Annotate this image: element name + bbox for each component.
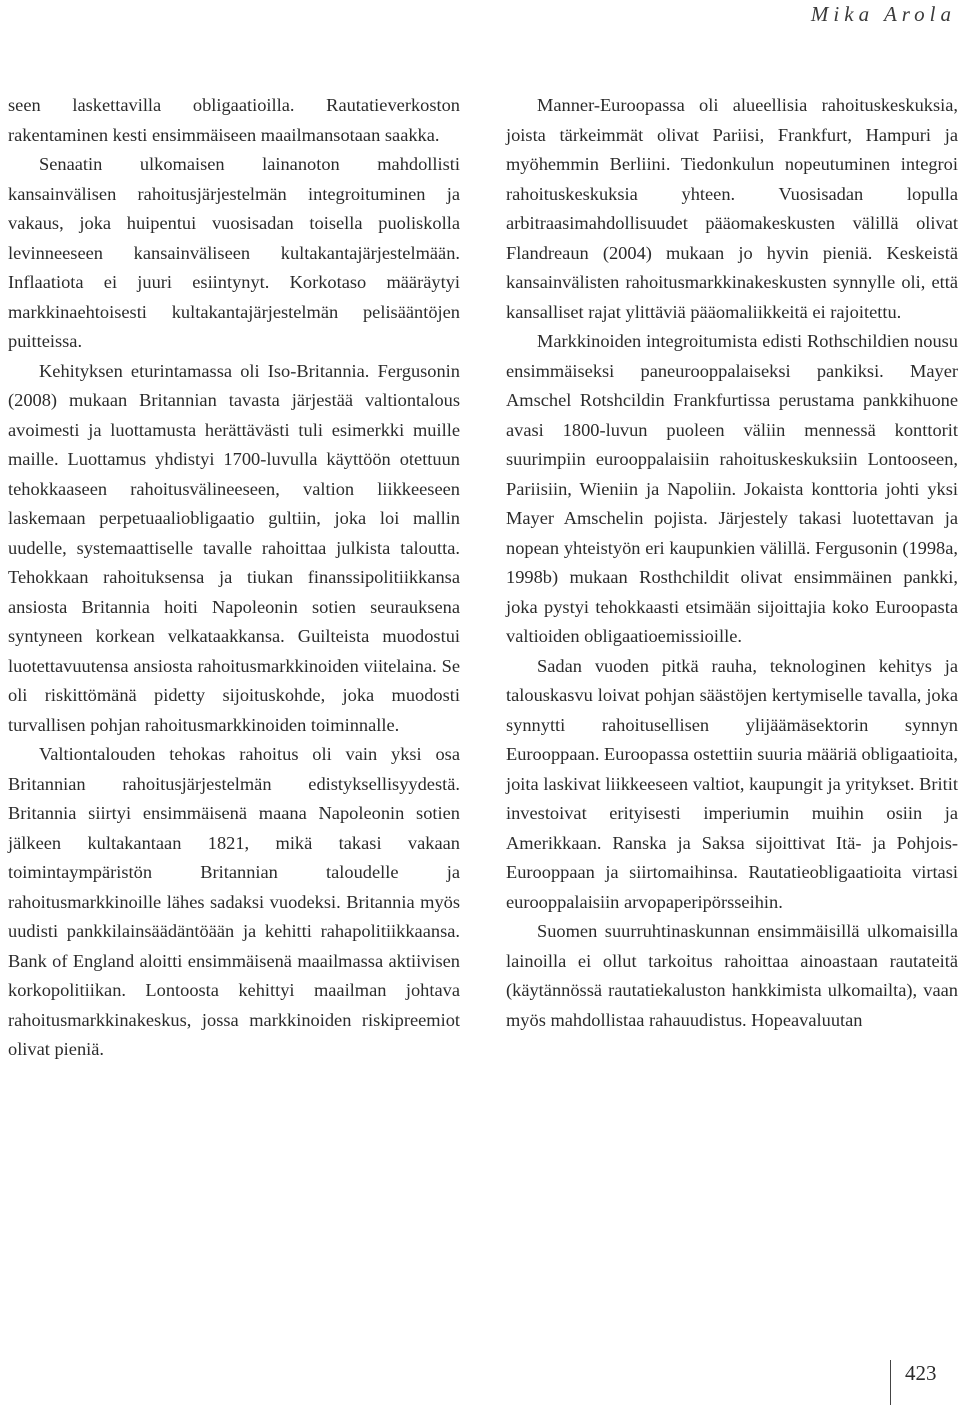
paragraph: Markkinoiden integroitumista edisti Rothschildien nousu ensimmäiseksi paneurooppalaiseksi pankiksi. Mayer Amschel Rotshcildin Frankfurtissa perustama pankkihuone avasi 1800-luvun puoleen väliin mennessä konttorit suurimpiin eurooppalaisiin rahoituskeskuksiin Lontooseen, Pariisiin, Wieniin ja Napoliin. Jokaista konttoria johti yksi Mayer Amschelin pojista. Järjestely takasi luotettavan ja nopean yhteistyön eri kaupunkien välillä. Fergusonin (1998a, 1998b) mukaan Rosthchildit olivat ensimmäinen pankki, joka pystyi tehokkaasti etsimään sijoittajia koko Euroopasta valtioiden obligaatioemissioille. — [506, 331, 958, 646]
paragraph: Valtiontalouden tehokas rahoitus oli vain yksi osa Britannian rahoitusjärjestelmän edistyksellisyydestä. Britannia siirtyi ensimmäisenä maana Napoleonin sotien jälkeen kultakantaan 1821, mikä takasi vakaan toimintaympäristön Britannian taloudelle ja rahoitusmarkkinoille lähes sadaksi vuodeksi. Britannia myös uudisti pankkilainsäädäntöään ja kehitti rahapolitiikkaansa. Bank of England aloitti ensimmäisenä maailmassa aktiivisen korkopolitiikan. Lontoosta kehittyi maailman johtava rahoitusmarkkinakeskus, jossa markkinoiden riskipreemiot olivat pieniä. — [8, 744, 460, 1059]
paragraph: seen laskettavilla obligaatioilla. Rautatieverkoston rakentaminen kesti ensimmäiseen maailmansotaan saakka. — [8, 95, 460, 145]
right-column — [506, 91, 958, 1035]
running-head-author: Mika Arola — [810, 2, 956, 26]
paragraph: Senaatin ulkomaisen lainanoton mahdollisti kansainvälisen rahoitusjärjestelmän integroituminen ja vakaus, joka huipentui vuosisadan toisella puoliskolla levinneeseen kansainväliseen kultakantajärjestelmään. Inflaatiota ei juuri esiintynyt. Korkotaso määräytyi markkinaehtoisesti kultakantajärjestelmän pelisääntöjen puitteissa. — [8, 154, 460, 351]
paragraph: Sadan vuoden pitkä rauha, teknologinen kehitys ja talouskasvu loivat pohjan säästöjen kertymiselle tavalla, joka synnytti rahoitusellisen ylijäämäsektorin synnyn Eurooppaan. Euroopassa ostettiin suuria määriä obligaatioita, joita laskivat liikkeeseen valtiot, kaupungit ja yritykset. Britit investoivat erityisesti imperiumin muihin osiin ja Amerikkaan. Ranska ja Saksa sijoittivat Itä- ja Pohjois-Eurooppaan ja siirtomaihinsa. Rautatieobligaatioita virtasi eurooppalaisiin arvopaperipörsseihin. — [506, 655, 958, 912]
left-column — [8, 91, 460, 1065]
paragraph: Suomen suurruhtinaskunnan ensimmäisillä ulkomaisilla lainoilla ei ollut tarkoitus rahoittaa ainoastaan rautateitä (käytännössä rautatiekaluston hankkimista ulkomailta), vaan myös mahdollistaa rahauudistus. Hopeavaluutan — [506, 921, 958, 1030]
page-number: 423 — [905, 1361, 937, 1385]
paragraph: Manner-Euroopassa oli alueellisia rahoituskeskuksia, joista tärkeimmät olivat Pariisi, Frankfurt, Hampuri ja myöhemmin Berliini. Tiedonkulun nopeutuminen integroi rahoituskeskuksia yhteen. Vuosisadan lopulla arbitraasimahdollisuudet pääomakeskusten välillä olivat Flandreaun (2004) mukaan jo hyvin pieniä. Keskeistä kansainvälisten rahoitusmarkkinakeskusten synnylle oli, että kansalliset rajat ylittäviä pääomaliikkeitä ei rajoitettu. — [506, 95, 958, 322]
paragraph: Kehityksen eturintamassa oli Iso-Britannia. Fergusonin (2008) mukaan Britannian tavasta järjestää valtiontalous avoimesti ja luottamusta herättävästi tuli esimerkki muille maille. Luottamus yhdistyi 1700-luvulla käyttöön otettuun tehokkaaseen rahoitusvälineeseen, valtion liikkeeseen laskemaan perpetuaaliobligaatio gultiin, joka loi mallin uudelle, systemaattiselle tavalle rahoittaa julkista taloutta. Tehokkaan rahoituksensa ja tiukan finanssipolitiikkansa ansiosta Britannia hoiti Napoleonin sotien seurauksena syntyneen korkean velkataakkansa. Guilteista muodostui luotettavuutensa ansiosta rahoitusmarkkinoiden viitelaina. Se oli riskittömänä pidetty sijoituskohde, joka muodosti turvallisen pohjan rahoitusmarkkinoiden toiminnalle. — [8, 360, 460, 735]
folio-divider — [890, 1360, 891, 1405]
